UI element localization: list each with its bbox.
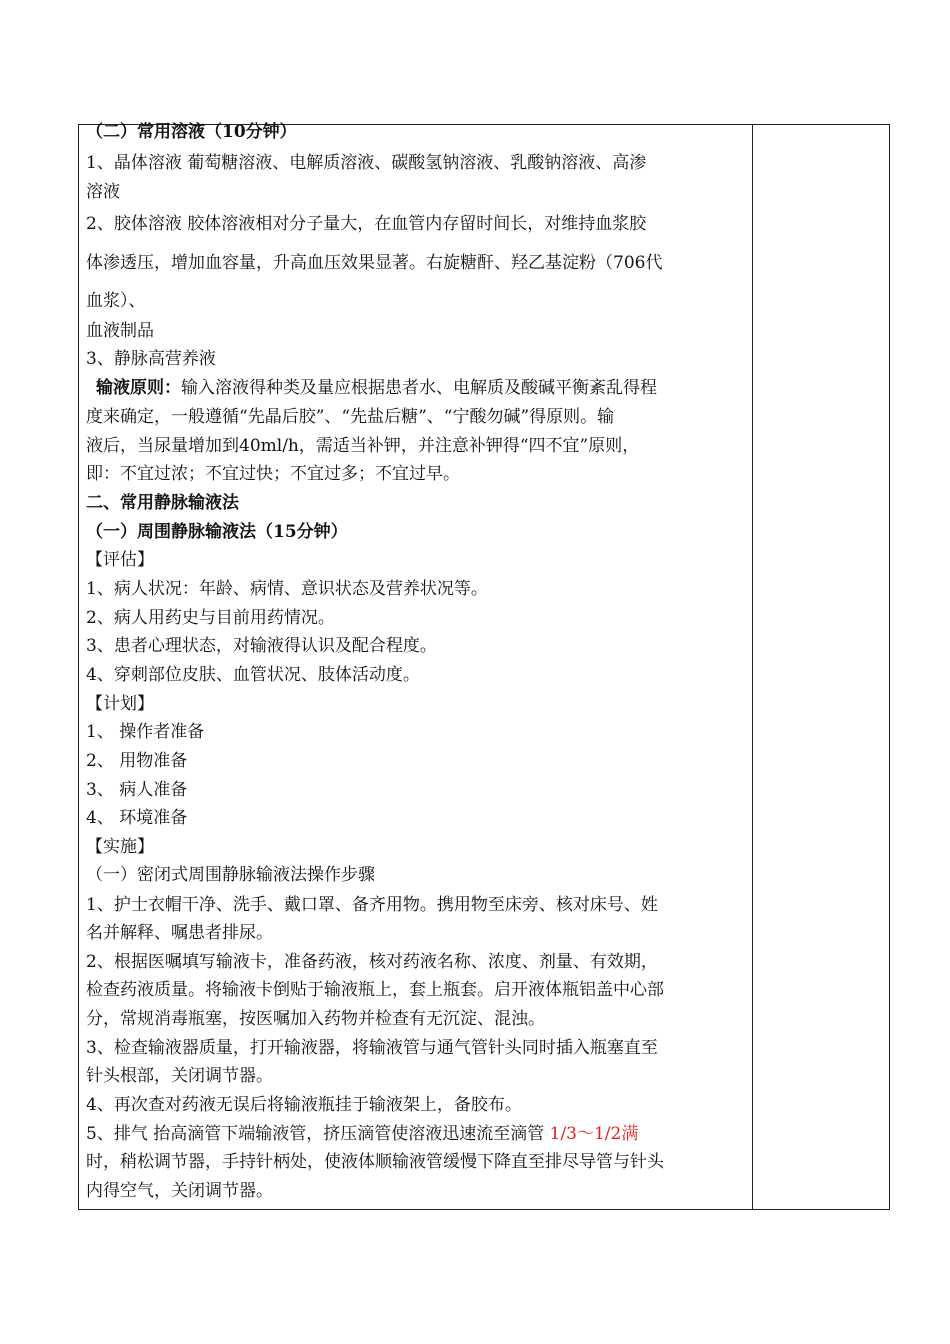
text-line: 3、 病人准备 [86, 780, 188, 800]
text-line: 内得空气，关闭调节器。 [86, 1181, 273, 1201]
principle-label: 输液原则： [96, 378, 181, 398]
highlight-text: 1/3～1/2满 [549, 1124, 639, 1144]
text-line: 液后，当尿量增加到40ml/h，需适当补钾，并注意补钾得“四不宜”原则， [86, 436, 640, 456]
column-divider [752, 124, 753, 1210]
step-5-text: 5、排气 抬高滴管下端输液管，挤压滴管使溶液迅速流至滴管 [86, 1124, 550, 1144]
bracket-heading: 【实施】 [86, 837, 154, 857]
text-line: 3、患者心理状态，对输液得认识及配合程度。 [86, 636, 437, 656]
text-line: 4、穿刺部位皮肤、血管状况、肢体活动度。 [86, 665, 420, 685]
text-line: 2、 用物准备 [86, 751, 188, 771]
text-line: 4、 环境准备 [86, 808, 188, 828]
text-line: 1、晶体溶液 葡萄糖溶液、电解质溶液、碳酸氢钠溶液、乳酸钠溶液、高渗 [86, 153, 647, 173]
section-heading: （二）常用溶液（10分钟） [86, 122, 297, 142]
text-line: 分，常规消毒瓶塞，按医嘱加入药物并检查有无沉淀、混浊。 [86, 1009, 545, 1029]
text-line: 即：不宜过浓；不宜过快；不宜过多；不宜过早。 [86, 464, 460, 484]
text-line: 3、静脉高营养液 [86, 349, 216, 369]
text-line: 2、胶体溶液 胶体溶液相对分子量大，在血管内存留时间长，对维持血浆胶 [86, 214, 647, 234]
subsection-heading: （一）周围静脉输液法（15分钟） [86, 522, 348, 542]
text-line: 血液制品 [86, 321, 154, 341]
text-line: 溶液 [86, 182, 120, 202]
bracket-heading: 【计划】 [86, 694, 154, 714]
text-line: 4、再次查对药液无误后将输液瓶挂于输液架上，备胶布。 [86, 1095, 522, 1115]
text-line: 名并解释、嘱患者排尿。 [86, 923, 273, 943]
text-line: （一）密闭式周围静脉输液法操作步骤 [86, 865, 375, 885]
text-line: 血浆）、 [86, 291, 146, 311]
principle-line [86, 376, 657, 400]
text-line: 检查药液质量。将输液卡倒贴于输液瓶上，套上瓶套。启开液体瓶铝盖中心部 [86, 980, 664, 1000]
text-line: 3、检查输液器质量，打开输液器，将输液管与通气管针头同时插入瓶塞直至 [86, 1038, 658, 1058]
step-5-line [86, 1122, 638, 1146]
text-line: 体渗透压，增加血容量，升高血压效果显著。右旋糖酐、羟乙基淀粉（706代 [86, 253, 663, 273]
text-line: 1、病人状况：年龄、病情、意识状态及营养状况等。 [86, 579, 488, 599]
bracket-heading: 【评估】 [86, 550, 154, 570]
text-line: 度来确定，一般遵循“先晶后胶”、“先盐后糖”、“宁酸勿碱”得原则。输 [86, 407, 615, 427]
section-heading: 二、常用静脉输液法 [86, 493, 239, 513]
text-line: 1、 操作者准备 [86, 722, 205, 742]
text-line: 时，稍松调节器，手持针柄处，使液体顺输液管缓慢下降直至排尽导管与针头 [86, 1152, 664, 1172]
text-line: 针头根部，关闭调节器。 [86, 1066, 273, 1086]
text-line: 2、根据医嘱填写输液卡，准备药液，核对药液名称、浓度、剂量、有效期， [86, 952, 658, 972]
text-line: 2、病人用药史与目前用药情况。 [86, 608, 335, 628]
text-line: 1、护士衣帽干净、洗手、戴口罩、备齐用物。携用物至床旁、核对床号、姓 [86, 895, 658, 915]
principle-text: 输入溶液得种类及量应根据患者水、电解质及酸碱平衡紊乱得程 [181, 378, 657, 398]
